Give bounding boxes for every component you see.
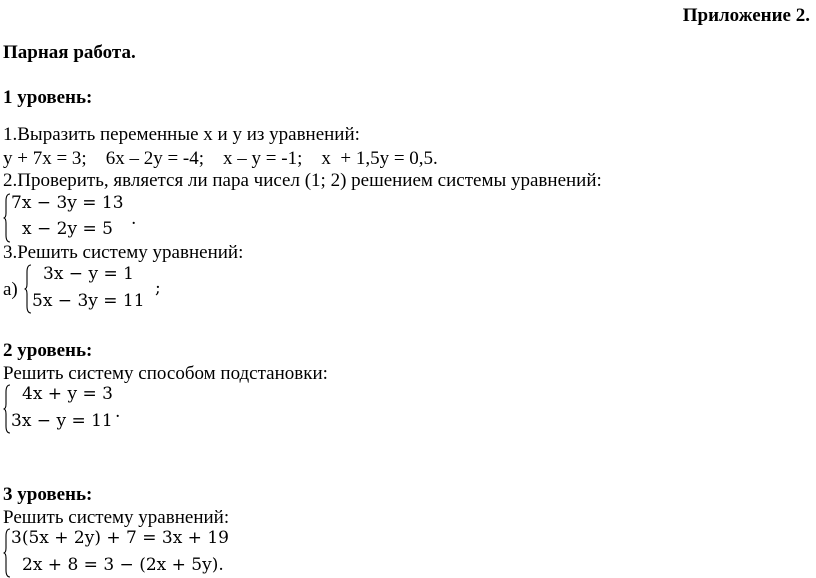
level1-task3-system bbox=[24, 264, 174, 314]
level1-task1-equations: у + 7х = 3; 6х – 2у = -4; х – у = -1; х + 1,5у = 0,5. bbox=[3, 148, 438, 169]
system-equation-2: x − 2y = 5 bbox=[22, 219, 113, 239]
left-brace-icon bbox=[24, 264, 32, 314]
system-equation-1: 4x + y = 3 bbox=[22, 384, 113, 404]
system-equation-1: 3x − y = 1 bbox=[43, 264, 134, 284]
system-equation-2: 5x − 3y = 11 bbox=[32, 291, 145, 311]
level1-task2: 2.Проверить, является ли пара чисел (1; 2) решением системы уравнений: bbox=[3, 170, 602, 191]
level3-system bbox=[3, 528, 263, 578]
level3-task: Решить систему уравнений: bbox=[3, 507, 230, 528]
system-equation-2: 3x − y = 11 bbox=[11, 411, 113, 431]
level1-task2-system bbox=[3, 193, 153, 243]
appendix-label: Приложение 2. bbox=[682, 5, 810, 26]
system-equation-1: 3(5x + 2y) + 7 = 3x + 19 bbox=[11, 528, 229, 548]
level3-heading: 3 уровень: bbox=[3, 484, 93, 505]
left-brace-icon bbox=[3, 193, 11, 243]
level1-task3: 3.Решить систему уравнений: bbox=[3, 242, 244, 263]
level2-task: Решить систему способом подстановки: bbox=[3, 363, 328, 384]
system-end-punct: ; bbox=[155, 278, 161, 298]
level2-system bbox=[3, 384, 153, 434]
system-end-punct: . bbox=[115, 402, 121, 422]
level1-heading: 1 уровень: bbox=[3, 87, 93, 108]
level1-task3-prefix: а) bbox=[3, 279, 18, 300]
left-brace-icon bbox=[3, 528, 11, 578]
level1-task1: 1.Выразить переменные х и у из уравнений: bbox=[3, 124, 360, 145]
left-brace-icon bbox=[3, 384, 11, 434]
system-equation-2: 2x + 8 = 3 − (2x + 5y). bbox=[22, 555, 224, 575]
level2-heading: 2 уровень: bbox=[3, 340, 93, 361]
system-end-punct: . bbox=[131, 209, 137, 229]
system-equation-1: 7x − 3y = 13 bbox=[11, 193, 124, 213]
document-title: Парная работа. bbox=[3, 42, 136, 63]
